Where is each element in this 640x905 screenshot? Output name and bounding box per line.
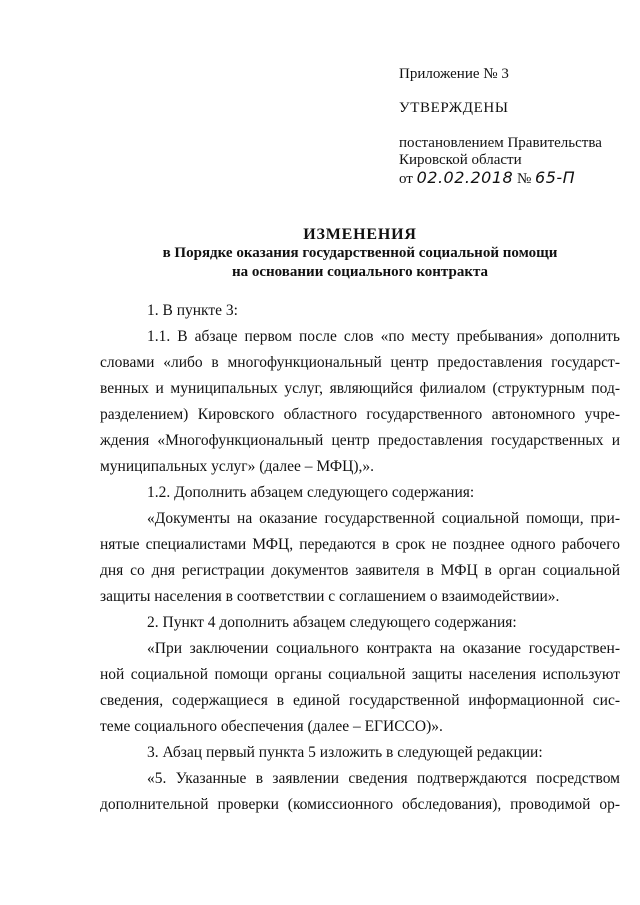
number-sign: № bbox=[516, 171, 532, 187]
body-line: «При заключении социального контракта на оказание государствен- bbox=[147, 640, 620, 657]
appendix-number: Приложение № 3 bbox=[399, 66, 509, 82]
title-line-2: в Порядке оказания государственной социальной помощи bbox=[162, 245, 558, 261]
body-line: муниципальных услуг» (далее – МФЦ),». bbox=[100, 458, 375, 475]
handwritten-number: 65-П bbox=[535, 168, 576, 187]
document-body bbox=[100, 298, 620, 818]
date-line bbox=[399, 169, 634, 188]
resolution-line-1: постановлением Правительства bbox=[399, 135, 602, 151]
title-main: ИЗМЕНЕНИЯ bbox=[303, 226, 417, 243]
document-title bbox=[100, 225, 620, 282]
body-line: сведения, содержащиеся в единой государственной информационной сис- bbox=[100, 692, 620, 709]
resolution-line-2: Кировской области bbox=[399, 152, 522, 168]
body-line: венных и муниципальных услуг, являющийся филиалом (структурным под- bbox=[100, 380, 620, 397]
body-line: «5. Указанные в заявлении сведения подтверждаются посредством bbox=[147, 770, 620, 787]
body-line: 1.1. В абзаце первом после слов «по месту пребывания» дополнить bbox=[147, 328, 620, 345]
body-line: 1.2. Дополнить абзацем следующего содержания: bbox=[147, 484, 475, 501]
body-line: дня со дня регистрации документов заявителя в МФЦ в орган социальной bbox=[100, 562, 620, 579]
title-line-3: на основании социального контракта bbox=[231, 264, 489, 280]
handwritten-date: 02.02.2018 bbox=[416, 168, 514, 187]
body-line: 1. В пункте 3: bbox=[147, 302, 238, 319]
body-line: словами «либо в многофункциональный центр предоставления государст- bbox=[100, 354, 620, 371]
body-line: ной социальной помощи органы социальной защиты населения используют bbox=[100, 666, 620, 683]
body-line: нятые специалистами МФЦ, передаются в срок не позднее одного рабочего bbox=[100, 536, 620, 553]
body-line: дополнительной проверки (комиссионного обследования), проводимой ор- bbox=[100, 796, 620, 813]
date-prefix: от bbox=[399, 171, 413, 187]
body-line: ждения «Многофункциональный центр предоставления государственных и bbox=[100, 432, 620, 449]
body-line: защиты населения в соответствии с соглашением о взаимодействии». bbox=[100, 588, 560, 605]
body-line: теме социального обеспечения (далее – ЕГИССО)». bbox=[100, 718, 443, 735]
approved-label: УТВЕРЖДЕНЫ bbox=[399, 100, 509, 116]
body-line: 2. Пункт 4 дополнить абзацем следующего содержания: bbox=[147, 614, 517, 631]
approval-header bbox=[399, 66, 634, 188]
body-line: 3. Абзац первый пункта 5 изложить в следующей редакции: bbox=[147, 744, 543, 761]
body-line: разделением) Кировского областного государственного автономного учре- bbox=[100, 406, 620, 423]
body-line: «Документы на оказание государственной социальной помощи, при- bbox=[147, 510, 620, 527]
